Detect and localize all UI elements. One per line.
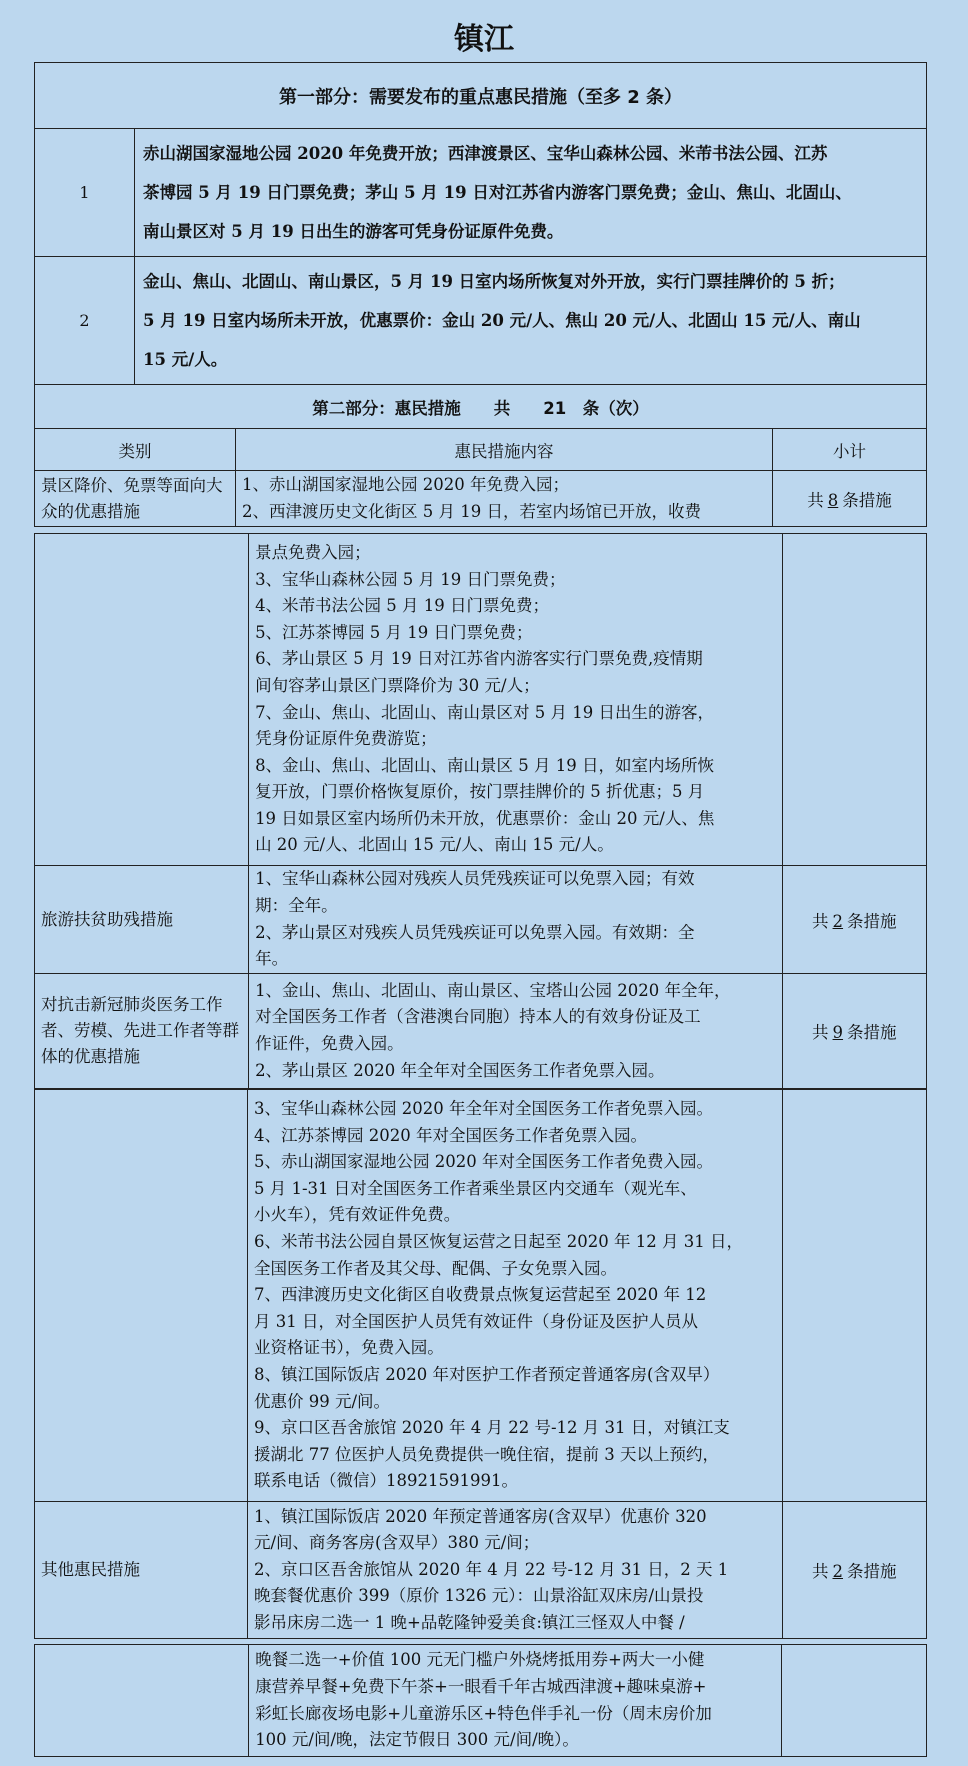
measures-table-bottom bbox=[34, 1644, 927, 1757]
content-cell bbox=[249, 866, 783, 974]
priority-row-2 bbox=[35, 257, 927, 385]
content-cell bbox=[248, 1090, 783, 1502]
measure-block-6 bbox=[35, 1502, 927, 1639]
text-line: 优惠价 99 元/间。 bbox=[254, 1391, 391, 1411]
measure-block-3 bbox=[35, 866, 927, 974]
subtotal-count: 8 bbox=[827, 490, 839, 510]
subtotal-suffix: 条措施 bbox=[847, 911, 897, 931]
category-cell bbox=[35, 534, 249, 866]
subtotal-count: 2 bbox=[832, 911, 844, 931]
content-cell bbox=[249, 974, 783, 1089]
measure-block-1 bbox=[35, 471, 927, 527]
col-header-content: 惠民措施内容 bbox=[236, 429, 773, 471]
text-line: 援湖北 77 位医护人员免费提供一晚住宿，提前 3 天以上预约， bbox=[254, 1444, 719, 1464]
measure-block-4 bbox=[35, 974, 927, 1089]
text-line: 晚套餐优惠价 399（原价 1326 元）：山景浴缸双床房/山景投 bbox=[254, 1586, 704, 1606]
text-line: 1、宝华山森林公园对残疾人员凭残疾证可以免票入园；有效 bbox=[255, 869, 695, 889]
category-cell: 旅游扶贫助残措施 bbox=[35, 866, 249, 974]
priority-text bbox=[135, 129, 927, 257]
text-line: 影吊床房二选一 1 晚+品乾隆钟爱美食:镇江三怪双人中餐 / bbox=[254, 1612, 685, 1632]
category-cell bbox=[35, 1090, 248, 1502]
content-cell bbox=[249, 1645, 782, 1757]
subtotal-prefix: 共 bbox=[812, 1023, 829, 1042]
text-line: 业资格证书），免费入园。 bbox=[254, 1338, 444, 1358]
subtotal-suffix: 条措施 bbox=[847, 1562, 897, 1581]
category-cell: 景区降价、免票等面向大众的优惠措施 bbox=[35, 471, 236, 527]
text-line: 山 20 元/人、北固山 15 元/人、南山 15 元/人。 bbox=[255, 835, 614, 855]
text-line: 复开放，门票价格恢复原价，按门票挂牌价的 5 折优惠；5 月 bbox=[255, 782, 705, 802]
text-line: 年。 bbox=[255, 949, 289, 969]
text-line: 8、金山、焦山、北固山、南山景区 5 月 19 日，如室内场所恢 bbox=[255, 755, 715, 775]
category-cell: 对抗击新冠肺炎医务工作者、劳模、先进工作者等群体的优惠措施 bbox=[35, 974, 249, 1089]
text-line: 3、宝华山森林公园 5 月 19 日门票免费； bbox=[255, 569, 566, 589]
text-line: 100 元/间/晚，法定节假日 300 元/间/晚）。 bbox=[255, 1730, 579, 1750]
text-line: 2、茅山景区对残疾人员凭残疾证可以免票入园。有效期：全 bbox=[255, 922, 695, 942]
priority-text bbox=[135, 257, 927, 385]
measure-block-7 bbox=[35, 1645, 927, 1757]
priority-row-1 bbox=[35, 129, 927, 257]
text-line: 4、江苏茶博园 2020 年对全国医务工作者免票入园。 bbox=[254, 1125, 647, 1145]
part2-header: 第二部分：惠民措施 共 21 条（次） bbox=[35, 385, 927, 429]
subtotal-prefix: 共 bbox=[807, 490, 824, 510]
text-line: 作证件，免费入园。 bbox=[255, 1034, 404, 1053]
subtotal-cell bbox=[782, 866, 926, 974]
priority-num: 1 bbox=[35, 129, 135, 257]
subtotal-cell bbox=[782, 1502, 926, 1639]
text-line: 8、镇江国际饭店 2020 年对医护工作者预定普通客房(含双早） bbox=[254, 1364, 720, 1384]
subtotal-suffix: 条措施 bbox=[847, 1023, 897, 1042]
text-line: 3、宝华山森林公园 2020 年全年对全国医务工作者免票入园。 bbox=[254, 1099, 713, 1119]
text-line: 15 元/人。 bbox=[143, 350, 228, 369]
text-line: 茶博园 5 月 19 日门票免费；茅山 5 月 19 日对江苏省内游客门票免费；金山、焦山、北固山、 bbox=[143, 183, 852, 202]
subtotal-cell bbox=[782, 534, 926, 866]
text-line: 1、赤山湖国家湿地公园 2020 年免费入园； bbox=[242, 474, 569, 494]
text-line: 对全国医务工作者（含港澳台同胞）持本人的有效身份证及工 bbox=[255, 1007, 701, 1027]
subtotal-cell bbox=[782, 1645, 927, 1757]
text-line: 7、西津渡历史文化街区自收费景点恢复运营起至 2020 年 12 bbox=[254, 1285, 707, 1305]
text-line: 5 月 1-31 日对全国医务工作者乘坐景区内交通车（观光车、 bbox=[254, 1178, 697, 1198]
text-line: 元/间、商务客房(含双早）380 元/间； bbox=[254, 1533, 540, 1553]
measure-block-5 bbox=[35, 1090, 927, 1502]
content-cell bbox=[248, 1502, 783, 1639]
page-title: 镇江 bbox=[454, 22, 514, 57]
text-line: 1、金山、焦山、北固山、南山景区、宝塔山公园 2020 年全年， bbox=[255, 980, 731, 1000]
text-line: 凭身份证原件免费游览； bbox=[255, 729, 437, 749]
text-line: 晚餐二选一+价值 100 元无门槛户外烧烤抵用券+两大一小健 bbox=[255, 1650, 705, 1670]
measures-table-mid bbox=[34, 533, 927, 1089]
col-header-category: 类别 bbox=[35, 429, 236, 471]
subtotal-prefix: 共 bbox=[812, 1562, 829, 1581]
category-cell bbox=[35, 1645, 249, 1757]
text-line: 2、茅山景区 2020 年全年对全国医务工作者免票入园。 bbox=[255, 1060, 665, 1080]
text-line: 月 31 日，对全国医护人员凭有效证件（身份证及医护人员从 bbox=[254, 1311, 698, 1331]
measures-table-top bbox=[34, 62, 927, 527]
text-line: 2、京口区吾舍旅馆从 2020 年 4 月 22 号-12 月 31 日，2 天 1 bbox=[254, 1559, 729, 1579]
subtotal-cell bbox=[773, 471, 927, 527]
text-line: 5、赤山湖国家湿地公园 2020 年对全国医务工作者免费入园。 bbox=[254, 1152, 713, 1172]
text-line: 小火车），凭有效证件免费。 bbox=[254, 1205, 461, 1225]
subtotal-cell bbox=[782, 1090, 926, 1502]
part1-header: 第一部分：需要发布的重点惠民措施（至多 2 条） bbox=[35, 63, 927, 129]
text-line: 5、江苏茶博园 5 月 19 日门票免费； bbox=[255, 622, 533, 642]
text-line: 6、茅山景区 5 月 19 日对江苏省内游客实行门票免费,疫情期 bbox=[255, 649, 703, 669]
text-line: 4、米芾书法公园 5 月 19 日门票免费； bbox=[255, 596, 550, 616]
text-line: 7、金山、焦山、北固山、南山景区对 5 月 19 日出生的游客， bbox=[255, 702, 715, 722]
category-cell: 其他惠民措施 bbox=[35, 1502, 248, 1639]
text-line: 彩虹长廊夜场电影+儿童游乐区+特色伴手礼一份（周末房价加 bbox=[255, 1703, 712, 1723]
text-line: 2、西津渡历史文化街区 5 月 19 日，若室内场馆已开放，收费 bbox=[242, 501, 701, 521]
subtotal-count: 9 bbox=[832, 1023, 844, 1042]
text-line: 联系电话（微信）18921591991。 bbox=[254, 1471, 518, 1491]
text-line: 19 日如景区室内场所仍未开放，优惠票价：金山 20 元/人、焦 bbox=[255, 808, 715, 828]
text-line: 5 月 19 日室内场所未开放，优惠票价：金山 20 元/人、焦山 20 元/人、北固山 15 元/人、南山 bbox=[143, 311, 861, 330]
text-line: 9、京口区吾舍旅馆 2020 年 4 月 22 号-12 月 31 日，对镇江支 bbox=[254, 1418, 730, 1438]
text-line: 南山景区对 5 月 19 日出生的游客可凭身份证原件免费。 bbox=[143, 222, 564, 241]
col-header-subtotal: 小计 bbox=[773, 429, 927, 471]
subtotal-cell bbox=[782, 974, 926, 1089]
subtotal-suffix: 条措施 bbox=[842, 490, 892, 510]
text-line: 间旬容茅山景区门票降价为 30 元/人； bbox=[255, 675, 540, 695]
subtotal-prefix: 共 bbox=[812, 911, 829, 931]
measures-table-lower bbox=[34, 1089, 927, 1639]
text-line: 金山、焦山、北固山、南山景区，5 月 19 日室内场所恢复对外开放，实行门票挂牌价的 5 折； bbox=[143, 272, 845, 291]
text-line: 景点免费入园； bbox=[255, 542, 371, 562]
text-line: 康营养早餐+免费下午茶+一眼看千年古城西津渡+趣味桌游+ bbox=[255, 1676, 707, 1696]
measure-block-2 bbox=[35, 534, 927, 866]
text-line: 全国医务工作者及其父母、配偶、子女免票入园。 bbox=[254, 1258, 617, 1278]
text-line: 期：全年。 bbox=[255, 895, 338, 915]
priority-num: 2 bbox=[35, 257, 135, 385]
subtotal-count: 2 bbox=[832, 1562, 843, 1581]
column-header-row bbox=[35, 429, 927, 471]
text-line: 6、米芾书法公园自景区恢复运营之日起至 2020 年 12 月 31 日， bbox=[254, 1232, 743, 1252]
text-line: 赤山湖国家湿地公园 2020 年免费开放；西津渡景区、宝华山森林公园、米芾书法公园、江苏 bbox=[143, 144, 828, 163]
content-cell bbox=[249, 534, 783, 866]
text-line: 1、镇江国际饭店 2020 年预定普通客房(含双早）优惠价 320 bbox=[254, 1506, 707, 1526]
content-cell bbox=[236, 471, 773, 527]
